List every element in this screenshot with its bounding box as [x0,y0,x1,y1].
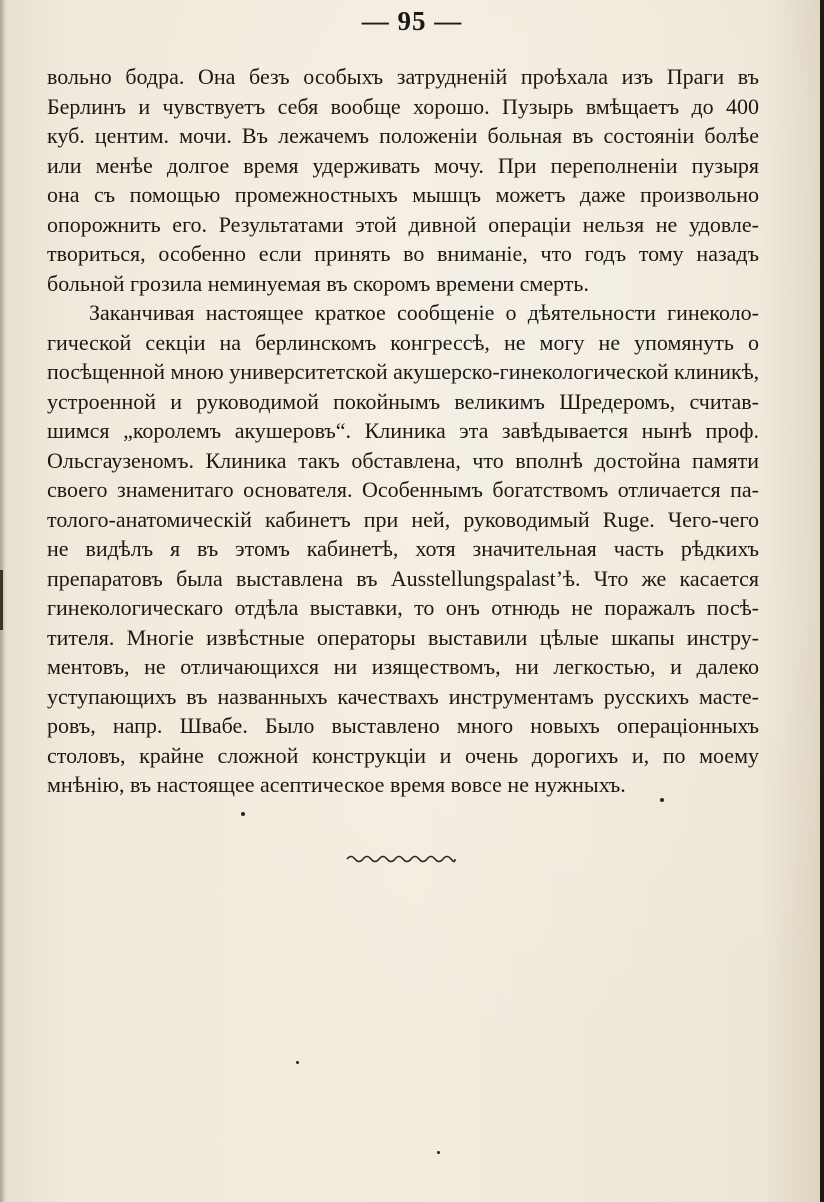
binding-mark [0,570,3,630]
ink-speck [437,1151,440,1154]
text-line: Берлинъ и чувствуетъ себя вообще хорошо. Пузырь вмѣщаетъ до 400 [47,93,759,119]
text-line: мнѣнію, въ настоящее асептическое время вовсе не нужныхъ. [47,772,626,797]
text-line: куб. центим. мочи. Въ лежачемъ положеніи больная въ состояніи болѣе [47,123,759,148]
page-number: — 95 — [361,6,463,36]
text-line: своего знаменитаго основателя. Особеннымъ богатствомъ отличается па- [47,477,759,502]
text-line: больной грозила неминуемая въ скоромъ времени смерть. [47,270,589,296]
text-line: препаратовъ была выставлена въ Ausstellungspalast’ѣ. Что же касается [47,565,759,591]
text-line: вольно бодра. Она безъ особыхъ затрудненій проѣхала изъ Праги въ [47,64,759,89]
text-line: ровъ, напр. Швабе. Было выставлено много новыхъ операціонныхъ [47,713,759,738]
text-line: ментовъ, не отличающихся ни изяществомъ, ни легкостью, и далеко [47,654,759,679]
text-line: толого-анатомическій кабинетъ при ней, руководимый Ruge. Чего-чего [47,506,759,532]
text-line: шимся „королемъ акушеровъ“. Клиника эта завѣдывается нынѣ проф. [47,418,759,443]
text-line: она съ помощью промежностныхъ мышцъ можетъ даже произвольно [47,182,759,207]
text-line: гической секціи на берлинскомъ конгрессѣ, не могу не упомянуть о [47,329,759,355]
text-line: или менѣе долгое время удерживать мочу. При переполненіи пузыря [47,152,759,178]
text-line: твориться, особенно если принять во вниманіе, что годъ тому назадъ [47,241,759,266]
text-line: Заканчивая настоящее краткое сообщеніе о дѣятельности гинеколо- [89,300,759,325]
text-line: устроенной и руководимой покойнымъ великимъ Шредеромъ, считав- [47,388,759,414]
ink-speck [296,1061,299,1064]
paragraph-1 [47,62,759,298]
text-line: Ольсгаузеномъ. Клиника такъ обставлена, что вполнѣ достойна памяти [47,447,759,473]
wavy-divider-ornament [345,851,457,865]
text-line: столовъ, крайне сложной конструкціи и очень дорогихъ и, по моему [47,742,759,768]
text-line: гинекологическаго отдѣла выставки, то онъ отнюдь не поражалъ посѣ- [47,595,759,620]
body-text [47,62,759,800]
ink-speck [660,798,664,802]
text-line: тителя. Многіе извѣстные операторы выставили цѣлые шкапы инстру- [47,624,759,650]
paragraph-2 [47,298,759,800]
page-edge [820,0,824,1202]
text-line: посѣщенной мною университетской акушерско-гинекологической клиникѣ, [47,359,759,384]
text-line: уступающихъ въ названныхъ качествахъ инструментамъ русскихъ масте- [47,683,759,709]
text-line: опорожнить его. Результатами этой дивной операціи нельзя не удовле- [47,211,759,237]
text-line: не видѣлъ я въ этомъ кабинетѣ, хотя значительная часть рѣдкихъ [47,536,759,561]
ink-speck [241,812,245,816]
